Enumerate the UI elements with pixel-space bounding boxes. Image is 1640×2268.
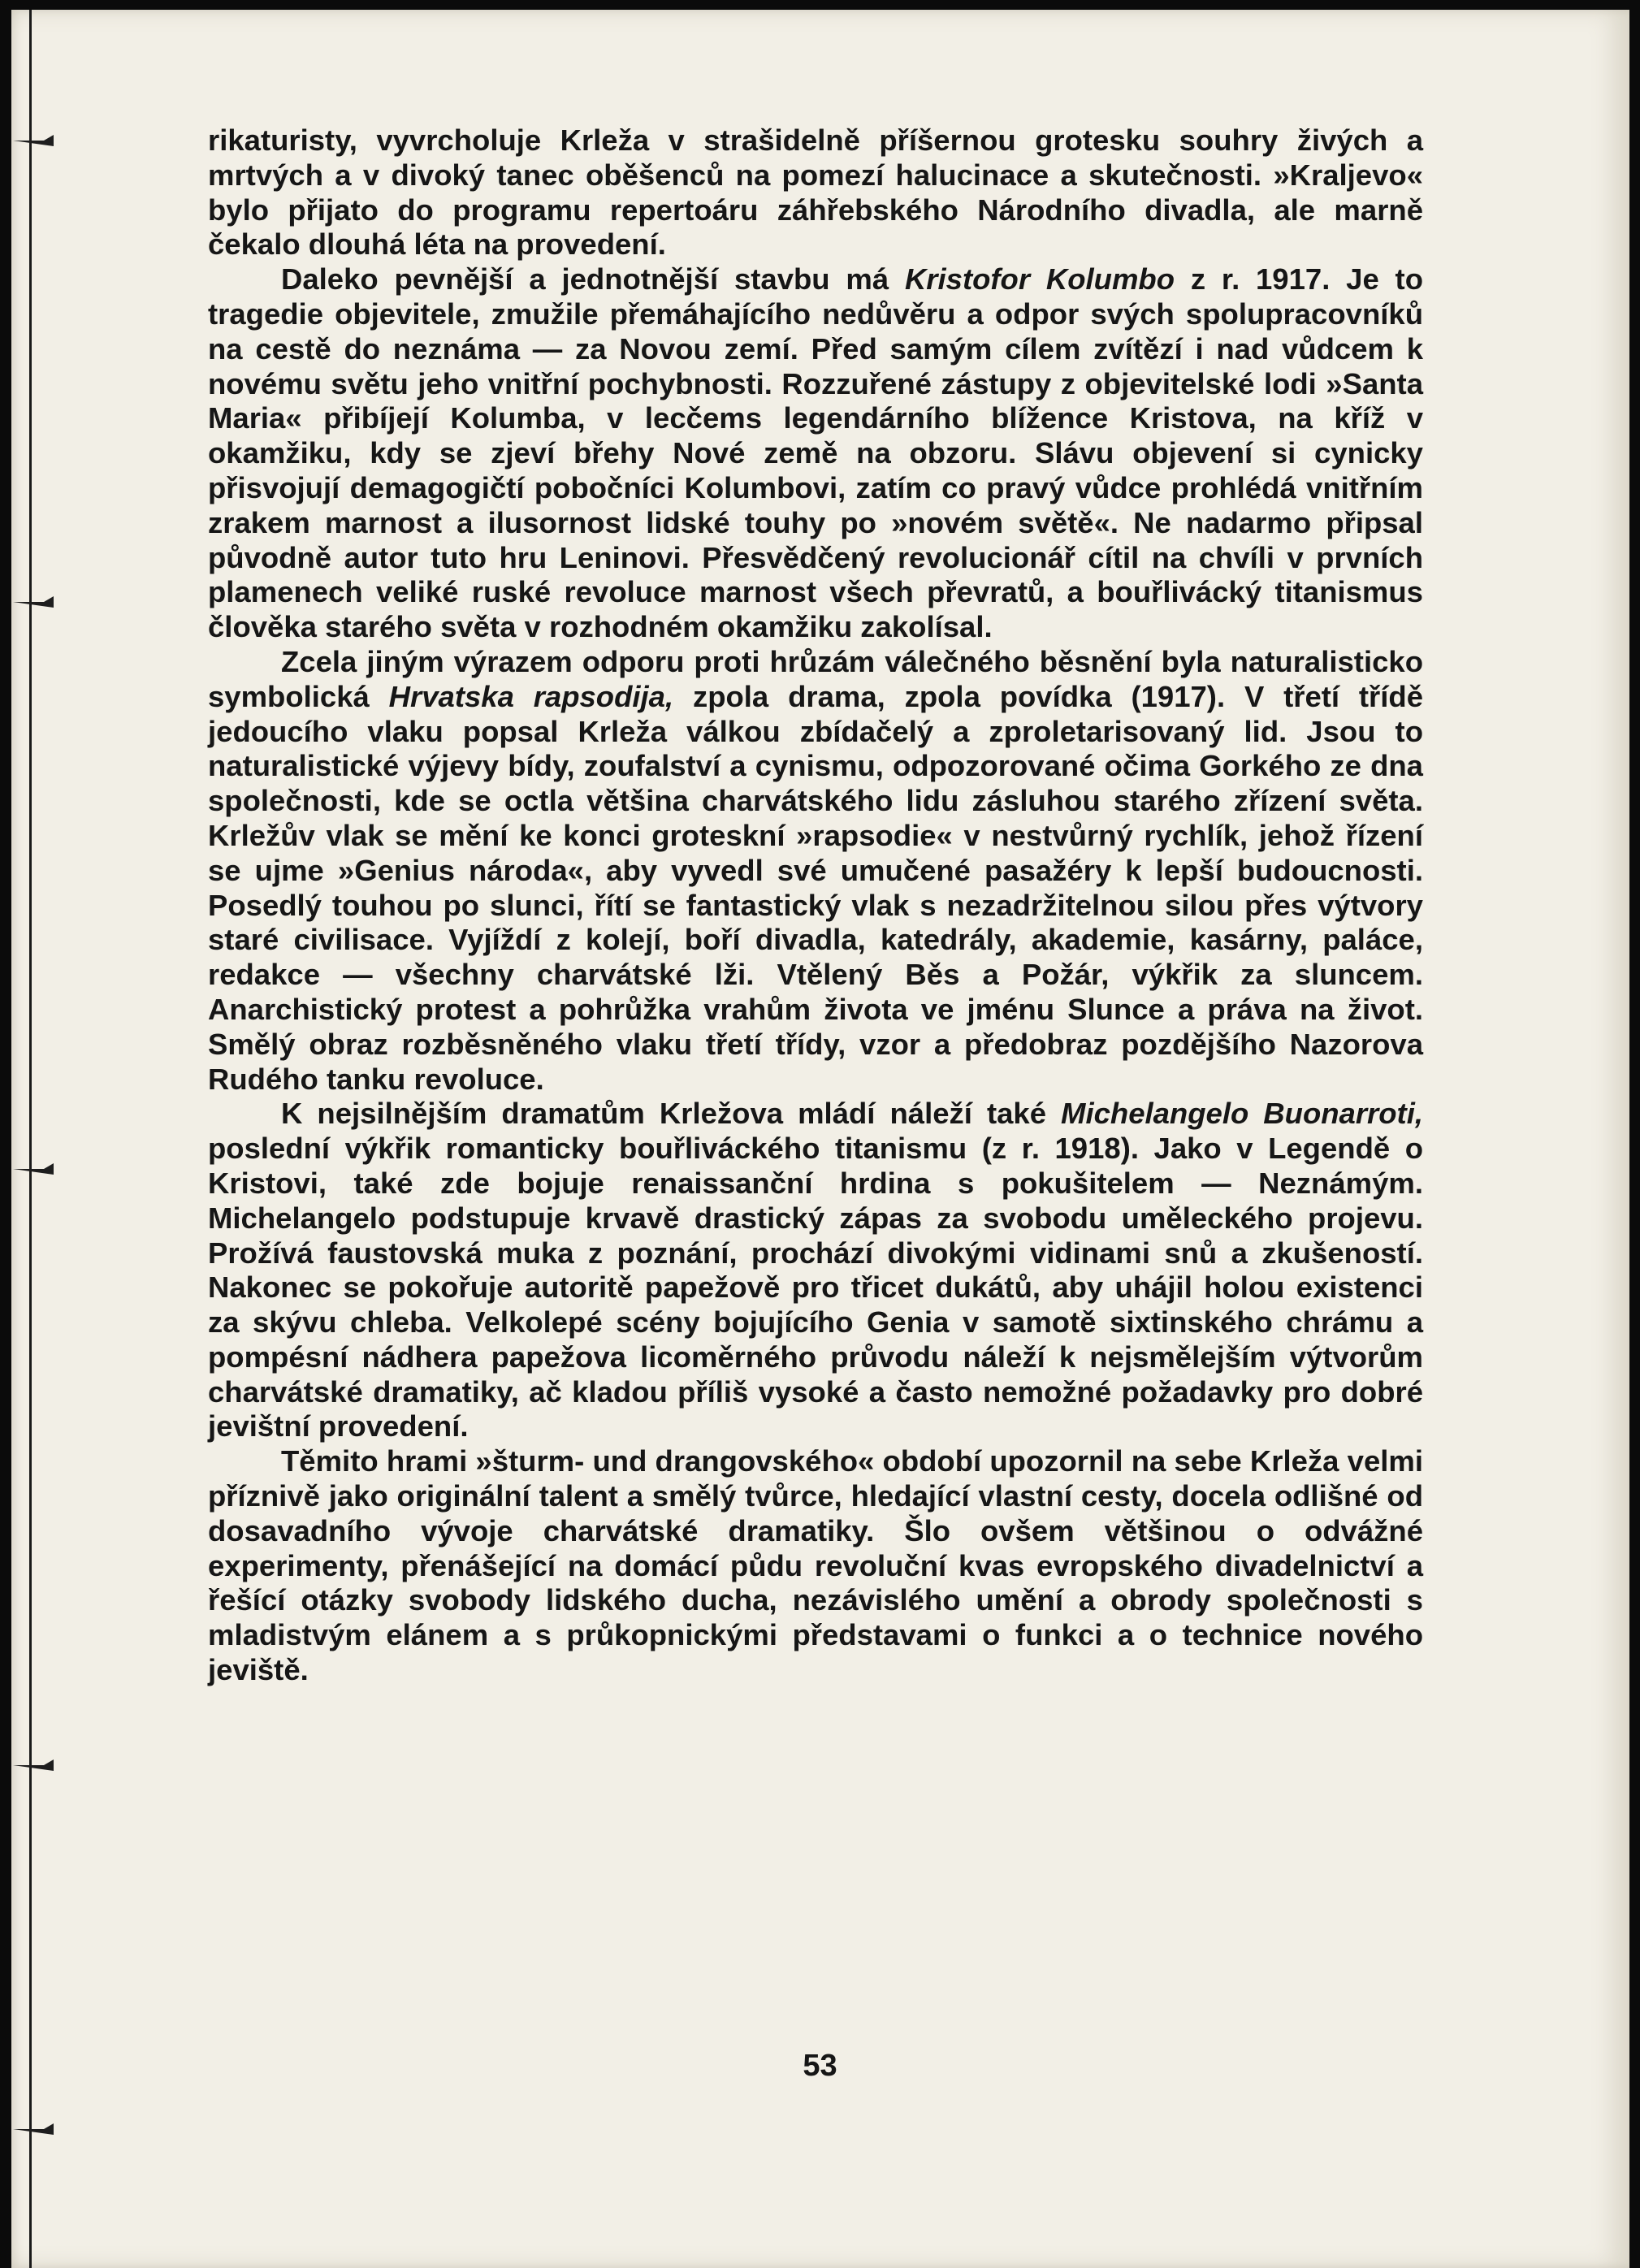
paragraph [208,645,1423,1097]
text-run: z r. 1917. Je to tragedie objevitele, zmužile přemáhajícího nedůvěru a odpor svých spolupracovníků na cestě do neznáma — za Novou zemí. Před samým cílem zvítězí i nad vůdcem k novému světu jeho vnitřní pochybnosti. Rozzuřené zástupy z objevitelské lodi »Santa Maria« přibíjejí Kolumba, v lecčems legendárního blížence Kristova, na kříž v okamžiku, kdy se zjeví břehy Nové země na obzoru. Slávu objevení si cynicky přisvojují demagogičtí pobočníci Kolumbovi, zatím co pravý vůdce prohlédá vnitřním zrakem marnost a ilusornost lidské touhy po »novém světě«. Ne nadarmo připsal původně autor tuto hru Leninovi. Přesvědčený revolucionář cítil na chvíli v prvních plamenech veliké ruské revoluce marnost všech převratů, a bouřlivácký titanismus člověka starého světa v rozhodném okamžiku zakolísal. [208,262,1424,644]
binding-stitch-icon [11,1160,60,1178]
text-run: Zcela jiným výrazem odporu proti hrůzám válečného běsnění byla naturalisticko symbolická [208,644,1423,713]
text-run: K nejsilnějším dramatům Krležova mládí náleží také [281,1097,1062,1131]
paragraph [208,123,1423,262]
paragraph [208,262,1423,645]
binding-stitch-icon [11,1756,60,1774]
binding-edge [29,10,32,2268]
binding-stitch-icon [11,2120,60,2138]
text-run: Těmito hrami »šturm- und drangovského« období upozornil na sebe Krleža velmi příznivě jako originální talent a smělý tvůrce, hledající vlastní cesty, docela odlišné od dosavadního vývoje charvátské dramatiky. Šlo ovšem většinou o odvážné experimenty, přenášející na domácí půdu revoluční kvas evropského divadelnictví a řešící otázky svobody lidského ducha, nezávislého umění a obrody společnosti s mladistvým elánem a s průkopnickými představami o funkci a o technice nového jeviště. [208,1444,1423,1687]
work-title: Hrvatska rapsodija, [388,679,674,713]
paragraph [208,1444,1423,1688]
page-number: 53 [803,2049,837,2083]
text-run: Daleko pevnější a jednotnější stavbu má [281,262,905,296]
binding-stitch-icon [11,132,60,149]
work-title: Kristofor Kolumbo [904,262,1175,296]
body-text [208,123,1423,1688]
text-run: zpola drama, zpola povídka (1917). V třetí třídě jedoucího vlaku popsal Krleža válkou zbídačelý a zproletarisovaný lid. Jsou to naturalistické výjevy bídy, zoufalství a cynismu, odpozorované očima Gorkého ze dna společnosti, kde se octla většina charvátského lidu zásluhou starého zřízení světa. Krležův vlak se mění ke konci groteskní »rapsodie« v nestvůrný rychlík, jehož řízení se ujme »Genius národa«, aby vyvedl své umučené pasažéry k lepší budoucnosti. Posedlý touhou po slunci, řítí se fantastický vlak s nezadržitelnou silou přes výtvory staré civilisace. Vyjíždí z kolejí, boří divadla, katedrály, akademie, kasárny, paláce, redakce — všechny charvátské lži. Vtělený Běs a Požár, výkřik za sluncem. Anarchistický protest a pohrůžka vrahům života ve jménu Slunce a práva na život. Smělý obraz rozběsněného vlaku třetí třídy, vzor a předobraz pozdějšího Nazorova Rudého tanku revoluce. [208,679,1423,1096]
binding-stitch-icon [11,593,60,611]
text-run: rikaturisty, vyvrcholuje Krleža v strašidelně příšernou grotesku souhry živých a mrtvých a v divoký tanec oběšenců na pomezí halucinace a skutečnosti. »Kraljevo« bylo přijato do programu repertoáru záhřebského Národního divadla, ale marně čekalo dlouhá léta na provedení. [208,123,1423,262]
paragraph [208,1097,1423,1444]
text-run: poslední výkřik romanticky bouřliváckého titanismu (z r. 1918). Jako v Legendě o Kristovi, také zde bojuje renaissanční hrdina s pokušitelem — Neznámým. Michelangelo podstupuje krvavě drastický zápas za svobodu uměleckého projevu. Prožívá faustovská muka z poznání, prochází divokými vidinami snů a zkušeností. Nakonec se pokořuje autoritě papežově pro třicet dukátů, aby uhájil holou existenci za skývu chleba. Velkolepé scény bojujícího Genia v samotě sixtinského chrámu a pompésní nádhera papežova licoměrného průvodu náleží k nejsmělejším výtvorům charvátské dramatiky, ač kladou příliš vysoké a často nemožné požadavky pro dobré jevištní provedení. [208,1132,1423,1443]
work-title: Michelangelo Buonarroti, [1061,1097,1423,1131]
